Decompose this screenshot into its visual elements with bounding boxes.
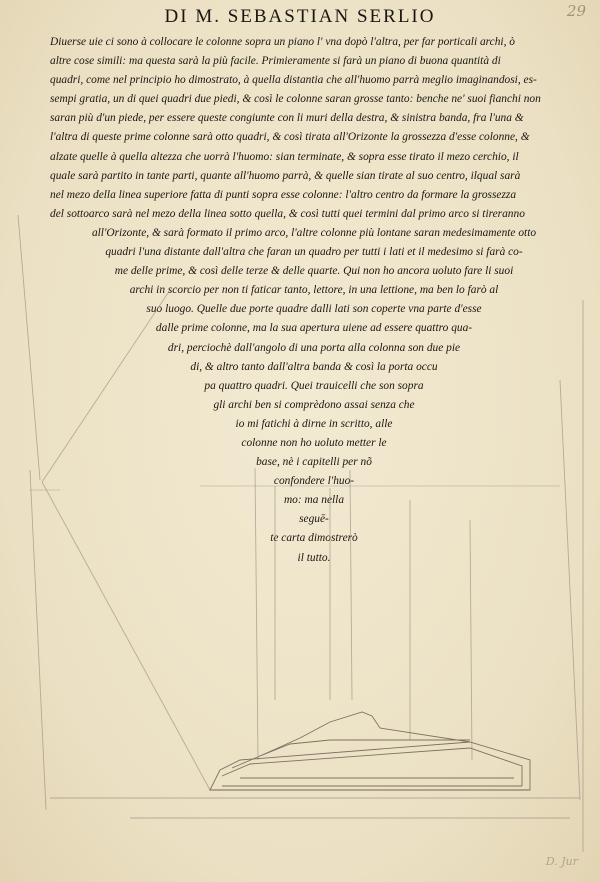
page-number: 29 — [566, 2, 586, 20]
column-line — [255, 468, 258, 760]
text-line: dri, perciochè dall'angolo di una porta alla colonna son due pie — [167, 341, 461, 354]
text-line: del sottoarco sarà nel mezo della linea sotto quella, & così tutti quei termini dal primo arco si tireranno — [50, 207, 525, 220]
text-line: l'altra di queste prime colonne sarà otto quadri, & così tirata all'Orizonte la grossezza d'esse colonne, & — [50, 131, 530, 144]
text-line: saran più d'un piede, per essere queste congiunte con li muri della destra, & sinistra banda, fra l'una & — [50, 112, 524, 125]
text-line: suo luogo. Quelle due porte quadre dalli lati son coperte vna parte d'esse — [146, 303, 482, 316]
text-line: altre cose simili: ma questa sarà la più facile. Primieramente si farà un piano di buona quantità di — [50, 55, 501, 68]
text-line: mo: ma nella — [283, 494, 345, 507]
text-line: di, & altro tanto dall'altra banda & così la porta occu — [190, 360, 438, 373]
text-line: quadri, come nel principio ho dimostrato, à quella distantia che all'huomo parrà meglio imaginandosi, es- — [50, 74, 537, 87]
text-line: dalle prime colonne, ma la sua apertura uiene ad essere quattro qua- — [155, 322, 473, 335]
text-line: gli archi ben si comprèdono assai senza che — [213, 398, 415, 411]
text-line: all'Orizonte, & sarà formato il primo arco, l'altre colonne più lontane saran medesimamente otto — [91, 226, 537, 239]
text-line: confondere l'huo- — [273, 475, 355, 488]
text-line: quadri l'una distante dall'altra che faran un quadro per tutti i lati et il medesimo si farà co- — [105, 246, 523, 259]
text-line: me delle prime, & così delle terze & delle quarte. Qui non ho ancora uoluto fare li suoi — [114, 265, 514, 278]
text-line: il tutto. — [297, 551, 331, 564]
text-line: Diuerse uie ci sono à collocare le colonne sopra un piano l' vna dopò l'altra, per far porticali archi, ò — [50, 36, 515, 48]
text-line: base, nè i capitelli per nõ — [256, 456, 372, 469]
ownership-stamp: D. Jur — [545, 855, 578, 868]
wall-edge-line — [18, 215, 40, 480]
text-line: alzate quelle à quella altezza che uorrà l'huomo: sian terminate, & sopra esse tirato il mezo cerchio, il — [50, 150, 519, 163]
text-line: archi in scorcio per non ti faticar tanto, lettore, in una lettione, ma ben lo farò al — [129, 284, 499, 297]
text-line: io mi fatichi à dirne in scritto, alle — [235, 417, 393, 430]
text-line: sempi gratia, un di quei quadri due piedi, & così le colonne saran grosse tanto: benche ne' suoi fianchi non — [50, 93, 541, 106]
text-line: nel mezo della linea superiore fatta di punti sopra esse colonne: l'altro centro da formare la grossezza — [50, 188, 517, 201]
wall-edge-line — [42, 290, 170, 482]
column-line — [350, 470, 352, 700]
wall-edge-line — [560, 380, 580, 800]
running-head: DI M. SEBASTIAN SERLIO — [164, 6, 436, 27]
text-line: colonne non ho uoluto metter le — [241, 436, 387, 449]
wall-edge-line — [30, 470, 46, 810]
text-line: pa quattro quadri. Quei trauicelli che son sopra — [204, 379, 424, 392]
column-line — [470, 520, 472, 760]
text-line: quale sarà partito in tante parti, quante all'huomo parrà, & quelle sian tirate al suo centro, ilqual sarà — [50, 169, 521, 182]
text-line: seguē- — [299, 513, 329, 526]
wall-edge-line — [42, 482, 210, 790]
text-line: te carta dimostrerò — [270, 532, 358, 545]
